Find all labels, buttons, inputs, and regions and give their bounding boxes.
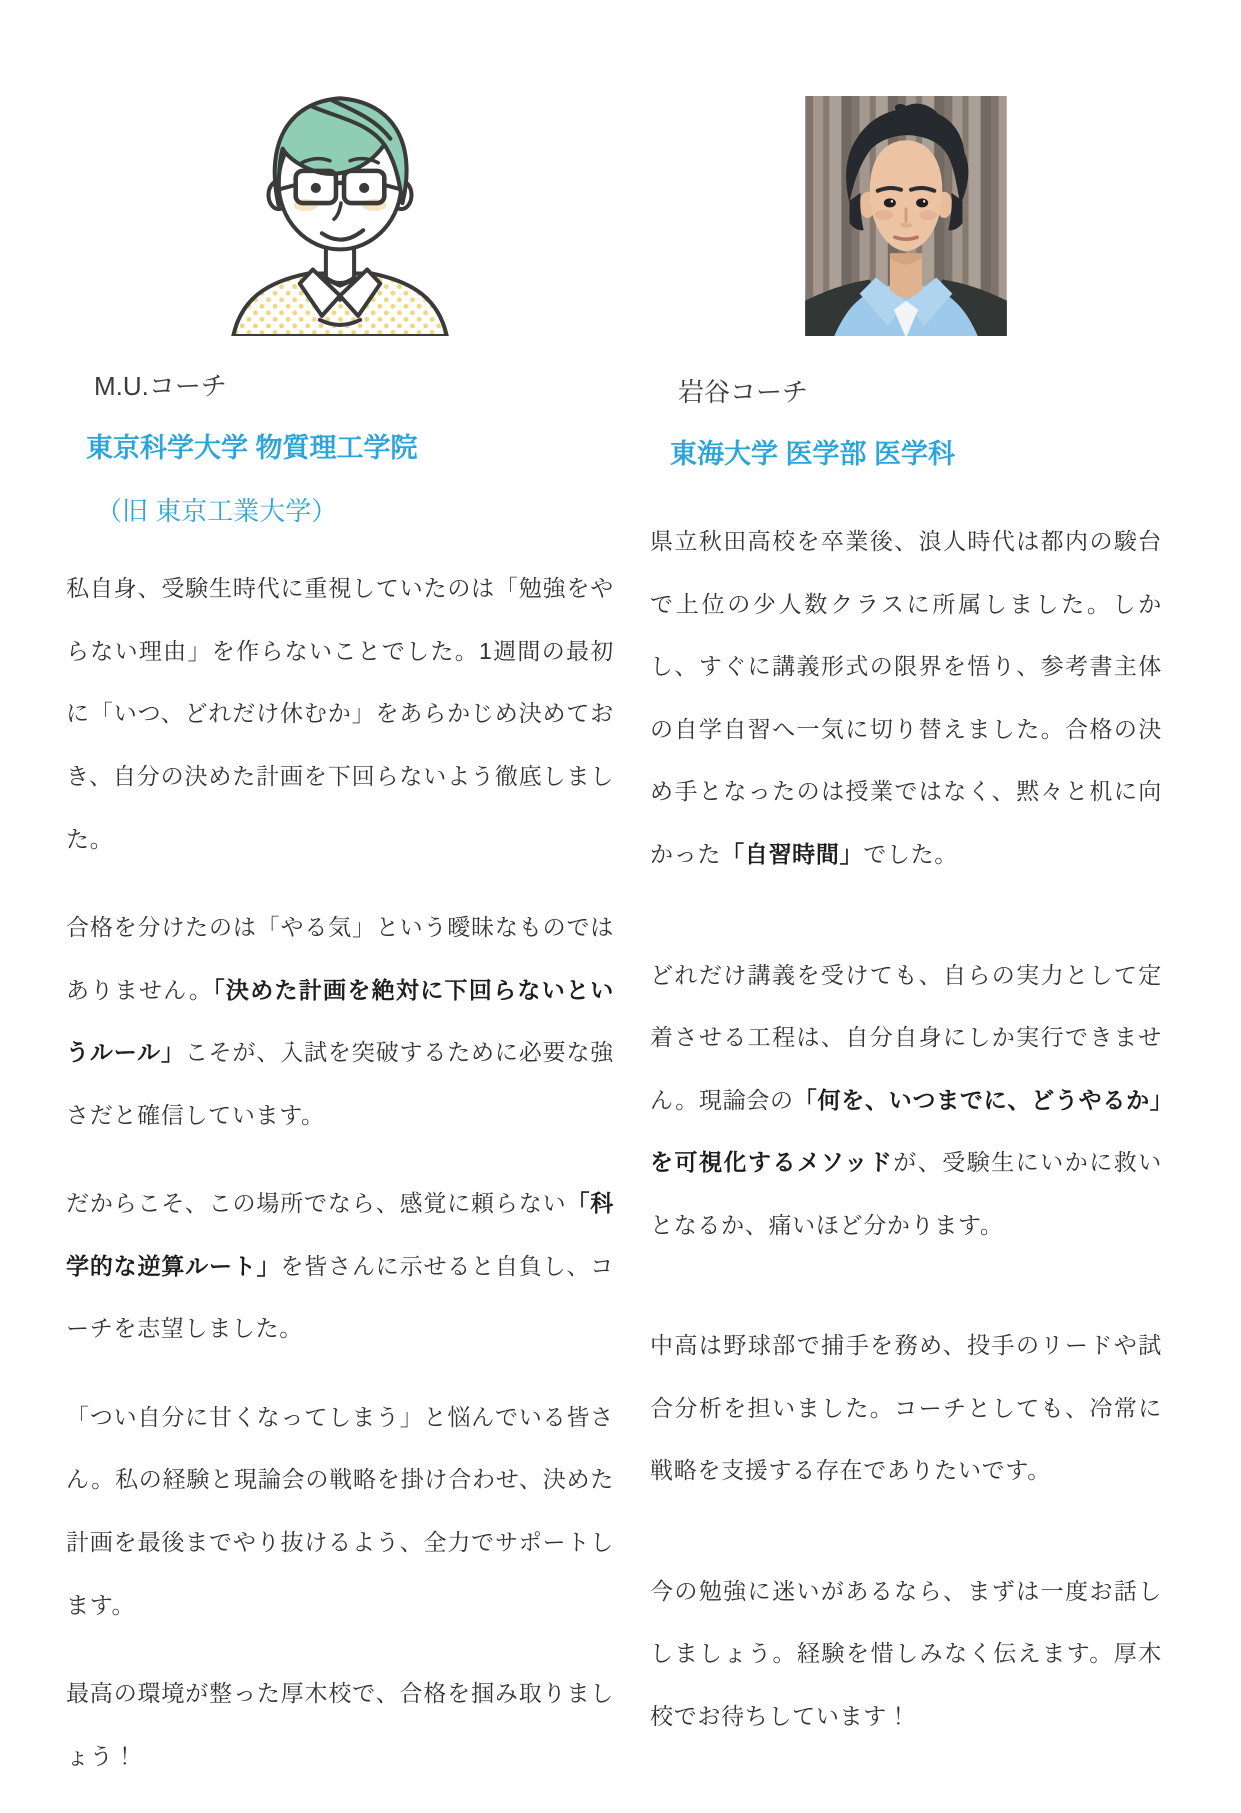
coach-school: 東海大学 医学部 医学科 — [670, 438, 956, 469]
bio-text: が、受験生にいかに救いとなるか、痛いほど分かります。 — [650, 1149, 1162, 1238]
bio-text-bold: 「自習時間」 — [721, 840, 864, 867]
coach-avatar-illustration — [66, 50, 614, 336]
coach-school: 東京科学大学 物質理工学院 — [86, 432, 418, 463]
coach-school-note: （旧 東京工業大学） — [96, 496, 338, 527]
bio-text: 私自身、受験生時代に重視していたのは「勉強をやらない理由」を作らないことでした。1週間の最初に「いつ、どれだけ休むか」をあらかじめ決めておき、自分の決めた計画を下回らないよう徹底しました。 — [66, 575, 614, 852]
coach-bio — [66, 557, 614, 1787]
bio-text: 今の勉強に迷いがあるなら、まずは一度お話ししましょう。経験を惜しみなく伝えます。厚木校でお待ちしています！ — [650, 1577, 1162, 1729]
bio-paragraph — [66, 896, 614, 1146]
bio-text: こそが、入試を突破するために必要な強さだと確信しています。 — [66, 1039, 614, 1128]
bio-paragraph — [66, 557, 614, 870]
coach-card-right — [650, 50, 1162, 1813]
coach-name: M.U.コーチ — [94, 371, 227, 401]
coach-card-left — [66, 50, 614, 1813]
bio-text: どれだけ講義を受けても、自らの実力として定着させる工程は、自分自身にしか実行できません。現論会の — [650, 961, 1162, 1113]
bio-text-bold: 「何を、いつまでに、どうやるか」を可視化するメソッド — [650, 1086, 1162, 1176]
bio-text: 県立秋田高校を卒業後、浪人時代は都内の駿台で上位の少人数クラスに所属しました。しかし、すぐに講義形式の限界を悟り、参考書主体の自学自習へ一気に切り替えました。合格の決め手となったのは授業ではなく、黙々と机に向かった — [650, 528, 1162, 867]
bio-text: 最高の環境が整った厚木校で、合格を掴み取りましょう！ — [66, 1680, 614, 1769]
bio-text-bold: 「科学的な逆算ルート」 — [66, 1190, 614, 1279]
bio-paragraph — [66, 1662, 614, 1787]
coach-avatar-photo — [650, 50, 1162, 336]
avatar-neck — [326, 247, 354, 283]
bio-paragraph — [650, 1560, 1162, 1748]
bio-text: 中高は野球部で捕手を務め、投手のリードや試合分析を担いました。コーチとしても、冷常に戦略を支援する存在でありたいです。 — [650, 1332, 1162, 1484]
bio-text: でした。 — [863, 840, 958, 867]
bio-paragraph — [650, 1314, 1162, 1502]
bio-text: だからこそ、この場所でなら、感覚に頼らない — [66, 1190, 567, 1217]
bio-paragraph — [66, 1386, 614, 1636]
illustrated-avatar-image — [219, 54, 461, 336]
coach-name: 岩谷コーチ — [678, 377, 809, 407]
portrait-photo-image — [805, 96, 1007, 336]
bio-text-bold: 「決めた計画を絶対に下回らないというルール」 — [66, 976, 614, 1066]
bio-paragraph — [66, 1172, 614, 1360]
bio-text: 合格を分けたのは「やる気」という曖昧なものではありません。 — [66, 914, 614, 1003]
bio-text: 「つい自分に甘くなってしまう」と悩んでいる皆さん。私の経験と現論会の戦略を掛け合わせ、決めた計画を最後までやり抜けるよう、全力でサポートします。 — [66, 1403, 614, 1618]
bio-text: を皆さんに示せると自負し、コーチを志望しました。 — [66, 1252, 614, 1342]
coach-bio — [650, 510, 1162, 1747]
bio-paragraph — [650, 510, 1162, 885]
bio-paragraph — [650, 944, 1162, 1257]
